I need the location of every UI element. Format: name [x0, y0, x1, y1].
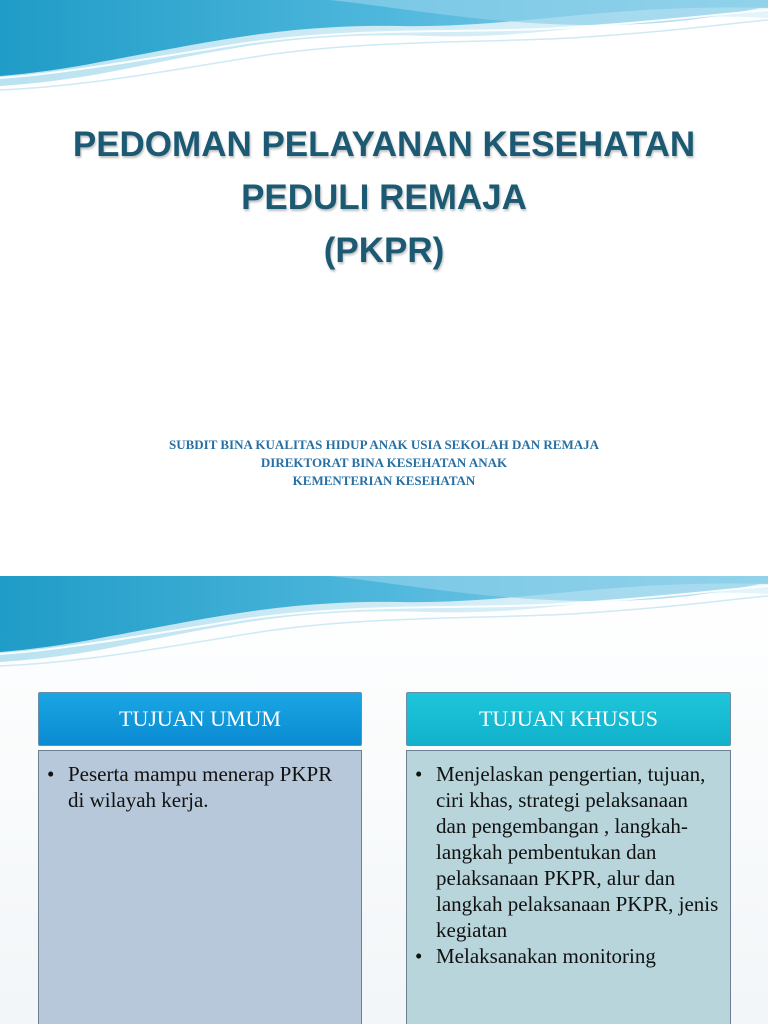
tujuan-khusus-header: TUJUAN KHUSUS	[406, 692, 731, 746]
bullet-icon: •	[47, 762, 55, 786]
title-line: PEDOMAN PELAYANAN KESEHATAN	[72, 125, 696, 164]
title-line: PEDULI REMAJA	[241, 178, 527, 217]
slide-subtitle	[0, 436, 768, 490]
objectives-slide	[0, 576, 768, 1024]
tujuan-umum-card	[38, 692, 362, 1024]
list-item	[47, 761, 353, 813]
bullet-icon: •	[415, 762, 423, 786]
subtitle-line: SUBDIT BINA KUALITAS HIDUP ANAK USIA SEKOLAH DAN REMAJA	[168, 437, 600, 452]
bullet-text: Menjelaskan pengertian, tujuan, ciri khas, strategi pelaksanaan dan pengembangan , langkah-langkah pembentukan dan pelaksanaan PKPR, alur dan langkah pelaksanaan PKPR, jenis kegiatan	[436, 762, 719, 942]
tujuan-khusus-card	[406, 692, 731, 1024]
decorative-waves	[0, 0, 768, 110]
bullet-icon: •	[415, 944, 423, 968]
list-item	[415, 761, 722, 943]
tujuan-umum-body	[38, 750, 362, 1024]
title-line: (PKPR)	[323, 231, 445, 270]
slide-title	[0, 118, 768, 277]
tujuan-khusus-body	[406, 750, 731, 1024]
tujuan-umum-header: TUJUAN UMUM	[38, 692, 362, 746]
list-item	[415, 943, 722, 969]
decorative-waves	[0, 576, 768, 686]
bullet-text: Peserta mampu menerap PKPR di wilayah kerja.	[68, 762, 333, 812]
subtitle-line: KEMENTERIAN KESEHATAN	[292, 473, 476, 488]
bullet-text: Melaksanakan monitoring	[436, 944, 656, 968]
subtitle-line: DIREKTORAT BINA KESEHATAN ANAK	[260, 455, 508, 470]
